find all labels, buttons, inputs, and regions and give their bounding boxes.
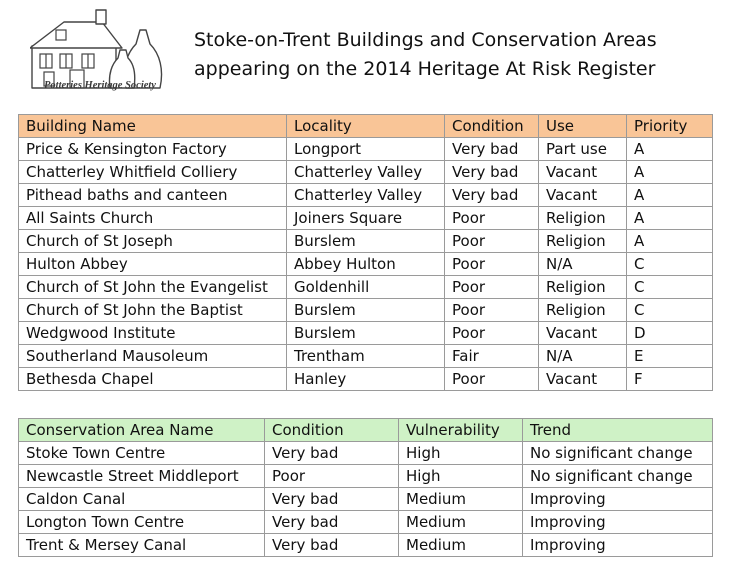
table-row: [19, 230, 713, 253]
conservation-areas-table: [18, 418, 713, 557]
table-cell: Poor: [445, 253, 539, 276]
title-line-2: appearing on the 2014 Heritage At Risk Register: [194, 58, 656, 80]
table-cell: A: [627, 138, 713, 161]
table-cell: Very bad: [265, 488, 399, 511]
table-cell: Caldon Canal: [19, 488, 265, 511]
table-cell: Poor: [445, 207, 539, 230]
table-cell: Very bad: [265, 534, 399, 557]
table-cell: C: [627, 276, 713, 299]
column-header: Trend: [523, 419, 713, 442]
table-cell: Chatterley Valley: [287, 184, 445, 207]
table-cell: Fair: [445, 345, 539, 368]
table-row: [19, 161, 713, 184]
table-cell: Religion: [539, 207, 627, 230]
table-cell: Medium: [399, 488, 523, 511]
table-cell: Pithead baths and canteen: [19, 184, 287, 207]
column-header: Vulnerability: [399, 419, 523, 442]
table-cell: No significant change: [523, 442, 713, 465]
table-cell: Church of St John the Baptist: [19, 299, 287, 322]
table-cell: Goldenhill: [287, 276, 445, 299]
logo-caption: Potteries Heritage Society: [44, 80, 156, 91]
table-cell: Chatterley Valley: [287, 161, 445, 184]
column-header: Conservation Area Name: [19, 419, 265, 442]
table-cell: Chatterley Whitfield Colliery: [19, 161, 287, 184]
table-cell: Price & Kensington Factory: [19, 138, 287, 161]
table-cell: Poor: [445, 322, 539, 345]
table-cell: Vacant: [539, 184, 627, 207]
table-cell: Longton Town Centre: [19, 511, 265, 534]
table-cell: N/A: [539, 345, 627, 368]
table-cell: High: [399, 465, 523, 488]
table-row: [19, 322, 713, 345]
table-cell: A: [627, 184, 713, 207]
table-cell: Religion: [539, 230, 627, 253]
table-cell: Longport: [287, 138, 445, 161]
table-row: [19, 276, 713, 299]
table-cell: Very bad: [445, 184, 539, 207]
table-row: [19, 465, 713, 488]
table-cell: A: [627, 161, 713, 184]
table-cell: Church of St John the Evangelist: [19, 276, 287, 299]
table-row: [19, 345, 713, 368]
conservation-header-row: [19, 419, 713, 442]
table-cell: Trent & Mersey Canal: [19, 534, 265, 557]
table-cell: Joiners Square: [287, 207, 445, 230]
table-cell: Church of St Joseph: [19, 230, 287, 253]
table-cell: Poor: [445, 230, 539, 253]
buildings-table: [18, 114, 713, 391]
table-cell: Improving: [523, 534, 713, 557]
table-cell: Burslem: [287, 299, 445, 322]
table-cell: Poor: [445, 299, 539, 322]
table-cell: Vacant: [539, 161, 627, 184]
table-cell: Poor: [445, 276, 539, 299]
table-cell: Very bad: [445, 161, 539, 184]
table-row: [19, 488, 713, 511]
table-cell: Religion: [539, 276, 627, 299]
table-cell: Abbey Hulton: [287, 253, 445, 276]
table-cell: Hulton Abbey: [19, 253, 287, 276]
table-row: [19, 184, 713, 207]
table-cell: N/A: [539, 253, 627, 276]
table-cell: A: [627, 230, 713, 253]
table-cell: Bethesda Chapel: [19, 368, 287, 391]
table-cell: Improving: [523, 488, 713, 511]
table-cell: Newcastle Street Middleport: [19, 465, 265, 488]
table-cell: Very bad: [265, 511, 399, 534]
table-cell: Trentham: [287, 345, 445, 368]
table-cell: Medium: [399, 534, 523, 557]
column-header: Priority: [627, 115, 713, 138]
column-header: Locality: [287, 115, 445, 138]
table-cell: Burslem: [287, 322, 445, 345]
table-cell: C: [627, 253, 713, 276]
column-header: Building Name: [19, 115, 287, 138]
table-cell: Vacant: [539, 368, 627, 391]
column-header: Condition: [265, 419, 399, 442]
column-header: Condition: [445, 115, 539, 138]
table-row: [19, 442, 713, 465]
table-cell: Vacant: [539, 322, 627, 345]
title-line-1: Stoke-on-Trent Buildings and Conservation Areas: [194, 29, 657, 51]
table-row: [19, 511, 713, 534]
table-cell: Stoke Town Centre: [19, 442, 265, 465]
table-row: [19, 207, 713, 230]
table-cell: F: [627, 368, 713, 391]
table-cell: All Saints Church: [19, 207, 287, 230]
table-cell: Medium: [399, 511, 523, 534]
table-cell: C: [627, 299, 713, 322]
page-title: [194, 26, 724, 84]
table-cell: Hanley: [287, 368, 445, 391]
table-row: [19, 534, 713, 557]
table-row: [19, 368, 713, 391]
table-cell: No significant change: [523, 465, 713, 488]
table-cell: Improving: [523, 511, 713, 534]
table-cell: Poor: [265, 465, 399, 488]
table-cell: Wedgwood Institute: [19, 322, 287, 345]
column-header: Use: [539, 115, 627, 138]
table-row: [19, 138, 713, 161]
table-row: [19, 299, 713, 322]
table-cell: Very bad: [265, 442, 399, 465]
table-cell: High: [399, 442, 523, 465]
table-cell: A: [627, 207, 713, 230]
table-cell: Burslem: [287, 230, 445, 253]
buildings-header-row: [19, 115, 713, 138]
table-cell: Very bad: [445, 138, 539, 161]
table-cell: Part use: [539, 138, 627, 161]
table-row: [19, 253, 713, 276]
table-cell: Poor: [445, 368, 539, 391]
table-cell: D: [627, 322, 713, 345]
table-cell: Religion: [539, 299, 627, 322]
table-cell: E: [627, 345, 713, 368]
table-cell: Southerland Mausoleum: [19, 345, 287, 368]
